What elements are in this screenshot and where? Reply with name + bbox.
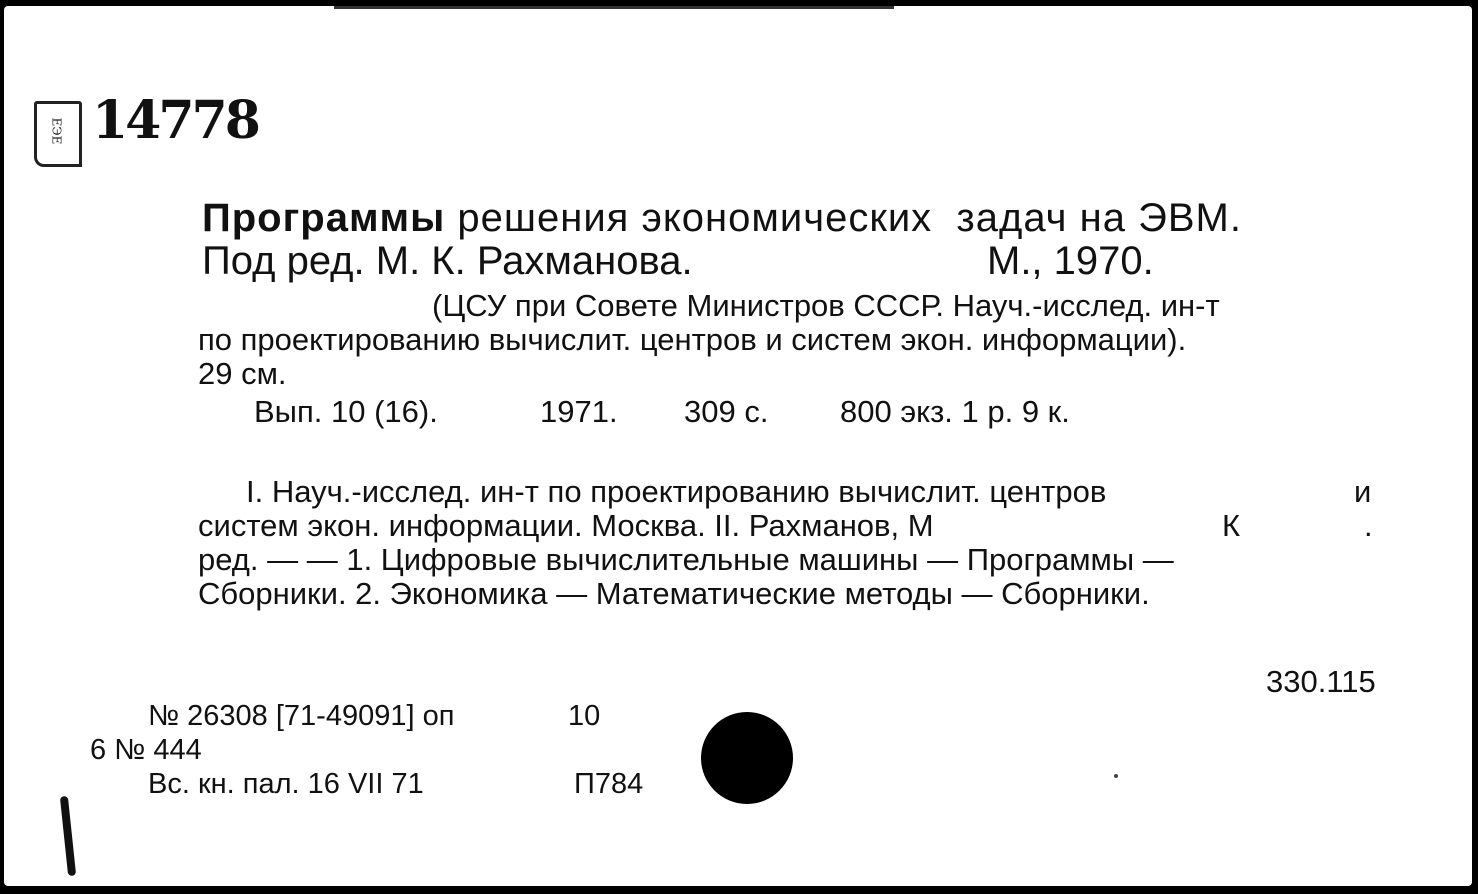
title-bold: Программы [202, 196, 446, 240]
code: П784 [574, 768, 644, 800]
inventory-number: 14778 [92, 90, 258, 151]
tracing-line-2: систем экон. информации. Москва. II. Рахманов, М [198, 508, 934, 543]
tracing-line-2-dot: . [1364, 508, 1373, 543]
copy-number: 6 № 444 [90, 734, 202, 766]
tracing-line-2-initial: К [1222, 508, 1241, 543]
tracing-line-4: Сборники. 2. Экономика — Математические методы — Сборники. [198, 576, 1150, 611]
library-stamp [34, 101, 82, 167]
tracing-line-3: ред. — — 1. Цифровые вычислительные машины — Программы — [198, 542, 1174, 577]
tracing-line-1-end: и [1354, 474, 1372, 509]
stamp-text: ЕЭЕ [49, 117, 64, 145]
ink-speck [1114, 774, 1118, 778]
title-line [202, 198, 1242, 238]
order-count: 10 [568, 700, 601, 732]
tracing-line-1: I. Науч.-исслед. ин-т по проектированию вычислит. центров [246, 474, 1107, 509]
punch-hole [701, 712, 793, 804]
order-number: № 26308 [71-49091] оп [148, 700, 455, 732]
classification-number: 330.115 [1266, 664, 1376, 699]
city-year: М., 1970. [987, 239, 1154, 283]
catalog-card [4, 6, 1472, 886]
issue-year: 1971. [540, 394, 618, 429]
pen-mark [60, 796, 76, 876]
print-run: 800 экз. 1 р. 9 к. [840, 394, 1070, 429]
size: 29 см. [198, 356, 287, 391]
issuer-line-2: по проектированию вычислит. центров и систем экон. информации). [198, 322, 1187, 357]
top-edge-mark [334, 6, 894, 9]
issue: Вып. 10 (16). [254, 394, 438, 429]
pages: 309 с. [684, 394, 769, 429]
issuer-line-1: (ЦСУ при Совете Министров СССР. Науч.-исслед. ин-т [432, 288, 1220, 323]
book-chamber-line: Вс. кн. пал. 16 VII 71 [148, 768, 424, 800]
title-rest: решения экономических задач на ЭВМ. [445, 196, 1242, 240]
editor-line: Под ред. М. К. Рахманова. [202, 239, 693, 283]
